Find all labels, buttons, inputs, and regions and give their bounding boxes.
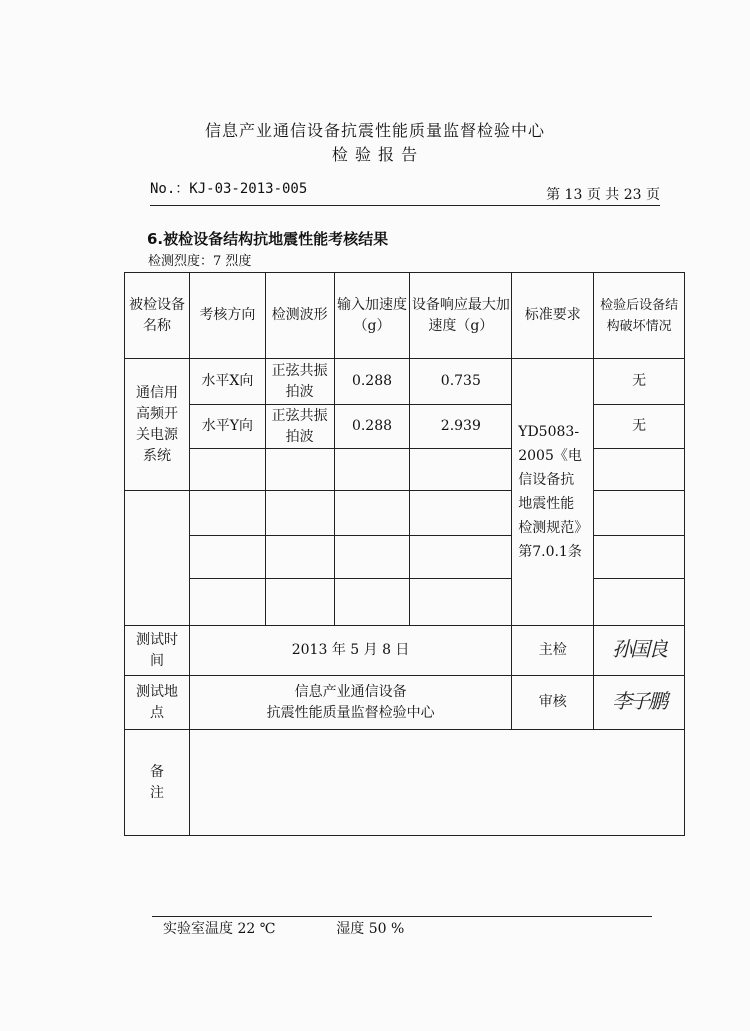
table-header-row bbox=[125, 273, 685, 359]
table-row bbox=[125, 579, 685, 626]
input-acc-cell: 0.288 bbox=[334, 359, 410, 405]
results-table bbox=[124, 272, 685, 836]
standard-cell: YD5083-2005《电信设备抗地震性能检测规范》第7.0.1条 bbox=[512, 359, 594, 626]
test-time-row bbox=[125, 626, 685, 676]
input-acc-cell: 0.288 bbox=[334, 405, 410, 449]
remark-row bbox=[125, 730, 685, 836]
table-row bbox=[125, 405, 685, 449]
footer-rule bbox=[152, 916, 652, 917]
table-row bbox=[125, 536, 685, 579]
table-row bbox=[125, 491, 685, 536]
review-signature: 李子鹏 bbox=[594, 676, 685, 730]
table-row bbox=[125, 359, 685, 405]
header-rule bbox=[150, 205, 660, 206]
device-name-cell: 通信用高频开关电源系统 bbox=[125, 359, 190, 491]
chief-signature: 孙国良 bbox=[594, 626, 685, 676]
remark-content bbox=[189, 730, 684, 836]
test-time-value: 2013 年 5 月 8 日 bbox=[189, 626, 511, 676]
review-label: 审核 bbox=[512, 676, 594, 730]
waveform-cell: 正弦共振拍波 bbox=[265, 359, 334, 405]
chief-label: 主检 bbox=[512, 626, 594, 676]
header-damage: 检验后设备结构破坏情况 bbox=[594, 273, 685, 359]
table-row bbox=[125, 449, 685, 491]
page-info: 第 13 页 共 23 页 bbox=[546, 187, 660, 203]
report-number: No.：KJ-03-2013-005 bbox=[150, 181, 308, 197]
test-place-row bbox=[125, 676, 685, 730]
direction-cell: 水平X向 bbox=[189, 359, 265, 405]
section-title: 6.被检设备结构抗地震性能考核结果 bbox=[147, 230, 389, 248]
doc-title: 检 验 报 告 bbox=[331, 145, 419, 164]
lab-temperature: 实验室温度 22 ℃ bbox=[163, 921, 276, 937]
header-direction: 考核方向 bbox=[189, 273, 265, 359]
response-acc-cell: 0.735 bbox=[410, 359, 512, 405]
org-title: 信息产业通信设备抗震性能质量监督检验中心 bbox=[204, 121, 545, 140]
direction-cell: 水平Y向 bbox=[189, 405, 265, 449]
footer-conditions bbox=[163, 918, 408, 938]
response-acc-cell: 2.939 bbox=[410, 405, 512, 449]
header-response-acc: 设备响应最大加速度（g） bbox=[410, 273, 512, 359]
damage-cell: 无 bbox=[594, 405, 685, 449]
test-time-label: 测试时间 bbox=[125, 626, 190, 676]
header-waveform: 检测波形 bbox=[265, 273, 334, 359]
remark-label: 备注 bbox=[125, 730, 190, 836]
lab-humidity: 湿度 50 % bbox=[336, 921, 405, 937]
test-intensity: 检测烈度：7 烈度 bbox=[148, 254, 252, 269]
header-standard: 标准要求 bbox=[512, 273, 594, 359]
place-label: 测试地点 bbox=[125, 676, 190, 730]
place-value: 信息产业通信设备 抗震性能质量监督检验中心 bbox=[189, 676, 511, 730]
header-input-acc: 输入加速度（g） bbox=[334, 273, 410, 359]
damage-cell: 无 bbox=[594, 359, 685, 405]
header-device: 被检设备名称 bbox=[125, 273, 190, 359]
waveform-cell: 正弦共振拍波 bbox=[265, 405, 334, 449]
